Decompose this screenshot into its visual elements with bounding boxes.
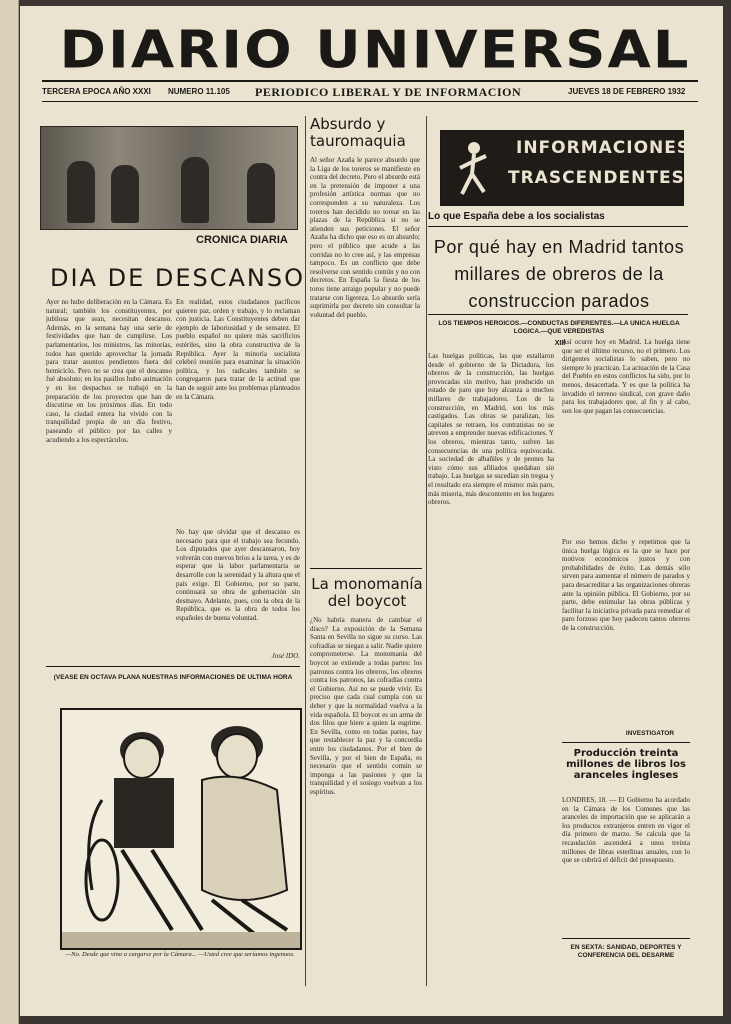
photo-figure [181, 157, 209, 223]
footer-rule [562, 938, 690, 939]
masthead-epoch: TERCERA EPOCA AÑO XXXI [42, 87, 151, 96]
masthead-rule-bottom [42, 101, 698, 102]
article-headline-boycot: La monomanía del boycot [311, 575, 423, 610]
book-binding [0, 0, 19, 1024]
article-headline: DIA DE DESCANSO [50, 264, 306, 292]
article-signature-investigator: INVESTIGATOR [625, 730, 675, 737]
informaciones-banner [440, 130, 691, 206]
cartoon-drawing [62, 710, 300, 948]
kicker-rule [428, 226, 688, 227]
page-footer-note: EN SEXTA: SANIDAD, DEPORTES Y CONFERENCIA DEL DESARME [570, 944, 682, 959]
article-body-absurdo: Al señor Azaña le parece absurdo que la Liga de los toreros se manifieste en contra del decreto. Pero el absurdo está en la pretensión de imponer a una profesión artística normas que no corresponden a su naturaleza. Los toreros han decidido no torear en las plazas de la República si no se atienden sus peticiones. El señor Azaña ha dicho que eso es un absurdo; pero el público que acude a las corridas no lo cree así, y las empresas tampoco. Es un conflicto que debe resolverse con sentido común y no con decretos. En España la fiesta de los toros tiene arraigo popular y no puede tratarse con ligereza. Lo absurdo sería suprimirla por decreto sin consultar la voluntad del pueblo. [310, 156, 420, 319]
column-divider [426, 116, 427, 986]
masthead-date: JUEVES 18 DE FEBRERO 1932 [568, 87, 686, 96]
news-photo [40, 126, 298, 230]
right-rule [562, 742, 690, 743]
masthead-tagline: PERIODICO LIBERAL Y DE INFORMACION [255, 85, 522, 99]
notice-text: (VEASE EN OCTAVA PLANA NUESTRAS INFORMACIONES DE ULTIMA HORA [53, 674, 293, 681]
article-chapter: XIII [554, 340, 566, 347]
photo-figure [67, 161, 95, 223]
article-body-aranceles: LONDRES, 18. — El Gobierno ha acordado en la Cámara de los Comunes que las aranceles de importación que se aplicarán a los productos extranjeros entren en vigor el día primero de marzo. Se calcula que la recaudación ascenderá a unos treinta millones de libras esterlinas anuales, con lo que se cubrirá el déficit del presupuesto. [562, 796, 690, 865]
article-subhead: LOS TIEMPOS HEROICOS.—CONDUCTAS DIFERENTES.—LA UNICA HUELGA LOGICA.—QUE VEREDISTAS [438, 320, 680, 335]
article-body-madrid-col1: Las huelgas políticas, las que estallaron desde el gobierno de la Dictadura, los obreros de la construcción, las huelgas provocadas sin motivo, han producido un estado de paro que hoy alcanza a muchos millares de trabajadores. Los de la construcción, en Madrid, son los más castigados. Las obras se paralizan, los capitales se retraen, los contratistas no se atreven a emprender nuevas edificaciones. Y los obreros, mientras tanto, sufren las consecuencias de una política equivocada. La sociedad de albañiles y de peones ha visto cómo sus afiliados quedaban sin trabajo. Las huelgas se sucedían sin tregua y el resultado era siempre el mismo: más paro, más miseria, más descontento en los hogares obreros. [428, 352, 554, 507]
photo-figure [247, 163, 275, 223]
newspaper-page [20, 6, 723, 1016]
photo-figure [111, 165, 139, 223]
masthead-title: DIARIO UNIVERSAL [59, 20, 691, 81]
article-body-col2: En realidad, estos ciudadanos pacíficos quieren paz, orden y trabajo, y lo reclaman con justicia. Las Constituyentes deben dar ejemplo de laboriosidad y de sensatez. El pueblo español no quiere más sacrificios estériles, sino la obra constructiva de la República. Ayer la minoría socialista celebró reunión para examinar la situación política, y los radicales también se congregaron para tratar de la actitud que han de seguir ante los problemas planteados en la Cámara. [176, 298, 300, 401]
middle-rule [310, 568, 422, 569]
column-divider [305, 116, 306, 986]
article-headline-absurdo: Absurdo y tauromaquia [310, 115, 406, 150]
article-body-boycot: ¿No habría manera de cambiar el disco? La exposición de la Semana Santa en Sevilla no sigue su curso. Las cofradías se niegan a salir. Nadie quiere comprometerse. La monomanía del boycot se extiende a todas partes: los patronos contra los obreros, los obreros contra los patronos, las cofradías contra el Gobierno. Así no se puede vivir. Es preciso que cada cual cumpla con su deber y que la normalidad vuelva a la vida española. El boycot es un arma de dos filos que hiere a quien la esgrime. En Sevilla, como en todas partes, hay que restablecer la paz y la concordia entre los ciudadanos. Por el bien de Sevilla, y por el bien de España, es necesario que el sentido común se imponga a las pasiones y que la tranquilidad y el sosiego vuelvan a los espíritus. [310, 616, 422, 796]
cartoon-illustration [60, 708, 302, 950]
notice-rule [46, 666, 300, 667]
article-body-madrid-col3: Por eso hemos dicho y repetimos que la única huelga lógica es la que se hace por motivos económicos justos y con probabilidades de éxito. Las demás sólo sirven para aumentar el número de parados y para desacreditar a las organizaciones obreras ante la opinión pública. El Gobierno, por su parte, debe estimular las obras públicas y facilitar la iniciativa privada para remediar el paro forzoso que hoy padecen tantos obreros de la construcción. [562, 538, 690, 632]
cartoon-caption: —No. Desde que vino a cargarse por la Cámara... —Usted cree que seríamos ingenuos. [65, 951, 295, 958]
article-kicker: Lo que España debe a los socialistas [428, 211, 605, 222]
article-signature: José IDO. [271, 652, 300, 660]
masthead-number: NUMERO 11.105 [168, 87, 230, 96]
article-headline-aranceles: Producción treinta millones de libros los aranceles ingleses [566, 748, 686, 781]
banner-line-1: INFORMACIONES [516, 138, 691, 158]
section-label: CRONICA DIARIA [196, 234, 288, 246]
article-headline-madrid: Por qué hay en Madrid tantos millares de obreros de la construccion parados [433, 237, 685, 311]
article-body-col1: Ayer no hubo deliberación en la Cámara. Es natural; también los constituyentes, por jubilosa que sean, necesitan descanso. Además, en la semana hay una serie de festividades que han de cumplirse. Los parlamentarios, los ministros, las minorías, todos han querido aprovechar la jornada para tratar asuntos pendientes fuera del hemiciclo. Pero no se crea que el descanso fué absoluto; en los pasillos hubo animación y en los despachos se trabajó en la preparación de los proyectos que han de discutirse en los próximos días. En todo caso, la ciudad entera ha vivido con la tranquilidad propia de un día festivo, paseando el público por las calles y acudiendo a los espectáculos. [46, 298, 172, 444]
masthead-rule-top [42, 80, 698, 82]
headline-rule [428, 314, 688, 315]
running-figure-icon [450, 138, 496, 198]
article-body-madrid-col2: Así ocurre hoy en Madrid. La huelga tiene que ser el último recurso, no el primero. Los dirigentes socialistas lo saben, pero no siempre lo practican. La actuación de la Casa del Pueblo en estos conflictos ha sido, por lo menos, desacertada. Y es que la política ha invadido el terreno sindical, con grave daño para los trabajadores que, al fin y al cabo, son los que pagan las consecuencias. [562, 338, 690, 415]
article-body-col3: No hay que olvidar que el descanso es necesario para que el trabajo sea fecundo. Los diputados que ayer descansaron, hoy volverán con nuevos bríos a la tarea, y es de esperar que la labor parlamentaria se desarrolle con la serenidad y la altura que el país exige. El Gobierno, por su parte, continuará su obra de gobernación sin desmayo. Adelante, pues, con la obra de la República, que es la obra de todos los españoles de buena voluntad. [176, 528, 300, 622]
banner-line-2: TRASCENDENTES [508, 168, 685, 188]
